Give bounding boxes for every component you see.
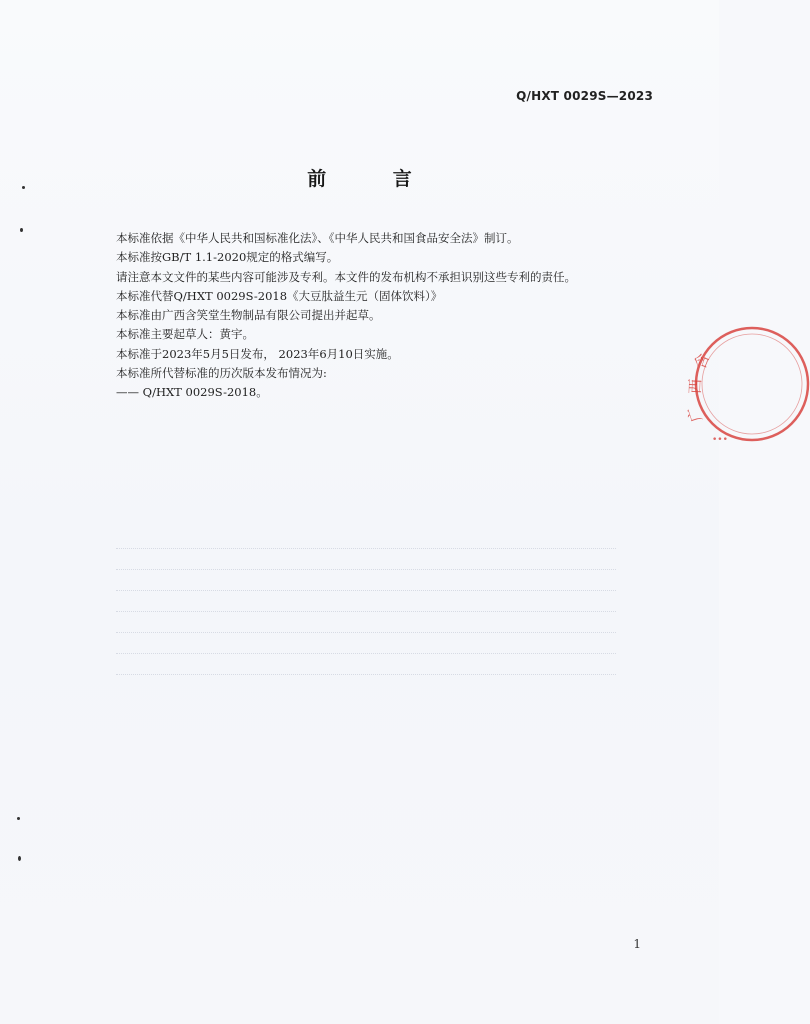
body-text: [116, 229, 676, 403]
svg-text:广: 广: [684, 404, 706, 425]
company-seal-stamp: [684, 322, 810, 452]
paragraph: 本标准按GB/T 1.1-2020规定的格式编写。: [116, 250, 339, 265]
bleed-through-text: [116, 548, 616, 695]
svg-text:含: 含: [690, 351, 713, 372]
scan-speck: [20, 228, 23, 232]
section-title: 前 言: [307, 168, 442, 190]
svg-text:西: 西: [686, 378, 705, 395]
svg-text:•••: •••: [712, 435, 728, 445]
paragraph: 请注意本文文件的某些内容可能涉及专利。本文件的发布机构不承担识别这些专利的责任。: [116, 269, 576, 284]
scan-speck: [18, 856, 21, 861]
paragraph: 本标准于2023年5月5日发布， 2023年6月10日实施。: [116, 346, 399, 361]
paragraph: 本标准主要起草人：黄宇。: [116, 327, 254, 342]
document-number: Q/HXT 0029S—2023: [516, 89, 653, 103]
paragraph: 本标准代替Q/HXT 0029S-2018《大豆肽益生元（固体饮料）》: [116, 288, 443, 303]
page-number: 1: [633, 937, 641, 951]
paragraph: 本标准依据《中华人民共和国标准化法》、《中华人民共和国食品安全法》制订。: [116, 231, 519, 245]
paragraph: —— Q/HXT 0029S-2018。: [116, 385, 268, 400]
paragraph: 本标准由广西含笑堂生物制品有限公司提出并起草。: [116, 308, 381, 323]
scan-speck: [22, 186, 25, 189]
paragraph: 本标准所代替标准的历次版本发布情况为:: [116, 366, 327, 381]
scan-speck: [17, 817, 20, 820]
